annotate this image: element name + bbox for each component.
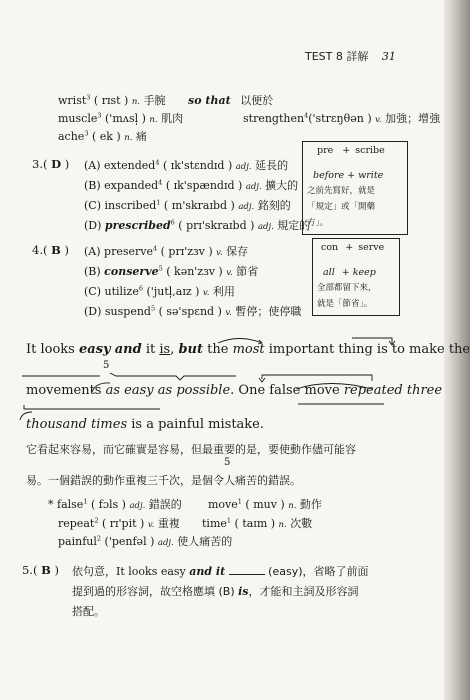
box-note-line: 方」。	[307, 218, 329, 228]
q3-number: 3.( D )	[32, 157, 70, 171]
vocab-level: 3	[86, 93, 91, 102]
vocab-level: 1	[237, 497, 242, 506]
vocab-pos: n.	[149, 115, 158, 125]
q5-answer: B	[41, 563, 51, 577]
vocab-pos: v.	[147, 520, 155, 530]
vocab-word: move	[208, 498, 238, 511]
root-left-gloss: all	[323, 267, 335, 278]
vocab-phonetic: ('strɛŋθən )	[308, 112, 372, 125]
vocab-level: 3	[84, 129, 89, 138]
q5-text: (easy)，省略了前面	[264, 565, 369, 578]
vocab-meaning: 加強；增強	[385, 112, 441, 125]
arc-mark	[92, 383, 110, 392]
vocab-pos: adj.	[129, 501, 146, 511]
vocab-word: strengthen	[243, 112, 305, 125]
option-pos: adj.	[238, 202, 255, 212]
page-number: 31	[381, 50, 396, 63]
passage-text: the	[203, 342, 233, 357]
option-word: utilize	[104, 285, 139, 298]
option-word: inscribed	[104, 199, 157, 212]
option-pos: adj.	[235, 162, 252, 172]
option-word: expanded	[104, 179, 159, 192]
option-letter: (A)	[84, 245, 101, 258]
vocab-meaning: 痛	[135, 130, 147, 143]
vocab-meaning: 重複	[157, 517, 180, 530]
option-letter: (D)	[84, 219, 102, 232]
vocab-phonetic: ('mʌsl̩ )	[105, 112, 146, 125]
vocab-pos: adj.	[157, 538, 174, 548]
vocab-phonetic: ( muv )	[245, 498, 285, 511]
option-phonetic: ( ɪk'stɛndɪd )	[163, 159, 233, 172]
q3-answer: D	[51, 157, 62, 171]
vocab-word: repeat	[58, 517, 95, 530]
option-letter: (A)	[84, 159, 101, 172]
option-pos: adj.	[245, 182, 262, 192]
option-phonetic: ( sə'spɛnd )	[158, 305, 222, 318]
root-left: con	[321, 242, 339, 253]
vocab-phonetic: ( ek )	[91, 130, 121, 143]
option-meaning: 延長的	[255, 159, 289, 172]
passage-text: It looks	[26, 342, 75, 357]
option-level: 4	[158, 178, 163, 187]
underline-mark	[24, 405, 160, 409]
translation-line-1: 它看起來容易，而它確實是容易，但最重要的是，要使動作儘可能容	[26, 443, 356, 456]
option-letter: (C)	[84, 199, 101, 212]
option-meaning: 利用	[212, 285, 235, 298]
q5-number: 5.( B )	[22, 563, 60, 577]
root-plus: +	[345, 242, 354, 253]
option-level: 4	[152, 244, 158, 253]
passage-underlined: is	[159, 342, 171, 357]
option-phonetic: ('jutl̩,aɪz )	[146, 285, 200, 298]
q4-answer: B	[51, 243, 61, 257]
vocab-meaning: 錯誤的	[148, 498, 182, 511]
option-meaning: 暫停；使停職	[235, 305, 302, 318]
q5-line-3: 搭配。	[72, 605, 105, 618]
vocab-pos: n.	[131, 97, 141, 107]
vocab-pos: v.	[375, 115, 382, 125]
vocab-word: painful	[58, 535, 97, 548]
vocab-phonetic: ( taɪm )	[234, 517, 276, 530]
vocab-level: 3	[97, 111, 102, 120]
option-phonetic: ( ɪn'skraɪbd )	[163, 199, 235, 212]
line-number-5: 5	[103, 360, 110, 371]
translation-line-2: 易。一個錯誤的動作重複三千次，是個令人痛苦的錯誤。	[26, 474, 301, 487]
vocab-level: 2	[96, 534, 102, 543]
q3-num: 3.	[32, 157, 43, 171]
option-word: suspend	[104, 305, 151, 318]
option-pos: v.	[202, 288, 210, 298]
vocab-level: 2	[94, 516, 99, 525]
option-meaning: 保存	[226, 245, 249, 258]
passage-text: important thing is to make the	[264, 342, 470, 357]
root-right: serve	[358, 242, 385, 253]
passage-text: movements	[26, 383, 102, 398]
option-level: 5	[150, 304, 156, 313]
option-level: 4	[155, 158, 160, 167]
option-letter: (B)	[84, 179, 101, 192]
passage-italic: as easy as possible	[105, 383, 231, 398]
option-pos: v.	[225, 308, 232, 318]
asterisk: *	[48, 498, 54, 511]
option-word: preserve	[104, 245, 153, 258]
box-note-line: 就是「節省」。	[317, 299, 373, 309]
vocab-meaning: 使人痛苦的	[177, 535, 233, 548]
option-meaning: 擴大的	[265, 179, 299, 192]
passage-emph: easy	[79, 342, 111, 357]
q5-text: 提到過的形容詞，故空格應填 (B)	[72, 585, 239, 598]
bracket-mark	[262, 375, 372, 381]
q4-num: 4.	[32, 243, 43, 257]
option-level: 6	[170, 218, 175, 227]
q5-num: 5.	[22, 563, 33, 577]
arc-mark	[218, 339, 262, 344]
option-level: 5	[158, 264, 163, 273]
vocab-meaning: 肌肉	[161, 112, 184, 125]
q5-text: ，才能和主詞及形容詞	[248, 585, 359, 598]
root-left: pre	[317, 145, 334, 156]
passage-italic: repeated three	[343, 383, 443, 398]
bracket-mark	[352, 338, 392, 344]
passage-emph: and	[114, 342, 142, 357]
option-pos: adj.	[257, 222, 274, 232]
option-phonetic: ( ɪk'spændɪd )	[165, 179, 243, 192]
passage-text: ,	[170, 342, 179, 357]
q5-text: It looks easy	[116, 565, 190, 578]
vocab-word: ache	[58, 130, 85, 143]
option-level: 1	[156, 198, 161, 207]
root-right: scribe	[355, 145, 385, 156]
option-word: prescribed	[104, 219, 171, 232]
option-meaning: 銘刻的	[257, 199, 291, 212]
passage-italic: most	[232, 342, 265, 357]
vocab-phrase: so that	[188, 94, 231, 107]
root-right-gloss: + keep	[341, 267, 376, 278]
vocab-word: time	[202, 517, 227, 530]
passage-text: . One false move	[230, 383, 340, 398]
option-meaning: 規定的	[277, 219, 311, 232]
vocab-meaning: 手腕	[143, 94, 166, 107]
option-phonetic: ( prɪ'zɜv )	[160, 245, 213, 258]
vocab-word: muscle	[58, 112, 98, 125]
root-right-gloss: + write	[347, 170, 384, 181]
option-level: 6	[138, 284, 144, 293]
vocab-meaning: 次數	[290, 517, 313, 530]
vocab-level: 4	[304, 111, 309, 120]
vocab-pos: n.	[278, 520, 287, 530]
passage-text: it	[145, 342, 156, 357]
box-note-line: 「規定」或「開藥	[307, 202, 376, 212]
brace-mark	[110, 373, 236, 380]
option-pos: v.	[216, 248, 223, 258]
root-left-gloss: before	[313, 170, 345, 181]
option-word: conserve	[104, 265, 159, 278]
q5-text: 依句意，	[72, 565, 116, 578]
box-note-line: 全部都留下來，	[317, 283, 377, 293]
vocab-word: false	[57, 498, 84, 511]
vocab-pos: n.	[288, 501, 297, 511]
q5-emph: and it	[189, 565, 226, 578]
option-letter: (B)	[84, 265, 101, 278]
passage-emph: but	[178, 342, 204, 357]
vocab-phonetic: ('penfəl )	[104, 535, 155, 548]
vocab-level: 1	[83, 497, 88, 506]
option-pos: v.	[226, 268, 233, 278]
option-phonetic: ( kən'zɜv )	[166, 265, 223, 278]
option-phonetic: ( prɪ'skraɪbd )	[178, 219, 255, 232]
translation-line-number: 5	[224, 457, 231, 468]
q5-emph: is	[238, 585, 249, 598]
arc-mark	[20, 412, 32, 420]
vocab-pos: n.	[124, 133, 133, 143]
option-letter: (D)	[84, 305, 102, 318]
root-plus: +	[342, 145, 351, 156]
vocab-phonetic: ( rɪst )	[93, 94, 129, 107]
q4-number: 4.( B )	[32, 243, 70, 257]
passage-text: is a painful mistake.	[127, 417, 265, 432]
vocab-meaning: 以便於	[240, 94, 274, 107]
header-label: TEST 8 詳解	[305, 50, 369, 63]
option-meaning: 節省	[236, 265, 259, 278]
passage-italic: thousand times	[26, 417, 128, 432]
vocab-level: 1	[226, 516, 232, 525]
vocab-word: wrist	[58, 94, 87, 107]
option-letter: (C)	[84, 285, 101, 298]
box-note-line: 之前先寫好，就是	[307, 186, 376, 196]
option-word: extended	[104, 159, 156, 172]
vocab-phonetic: ( fɔls )	[90, 498, 126, 511]
vocab-phonetic: ( rɪ'pit )	[101, 517, 145, 530]
vocab-meaning: 動作	[299, 498, 322, 511]
arc-mark	[296, 384, 372, 390]
